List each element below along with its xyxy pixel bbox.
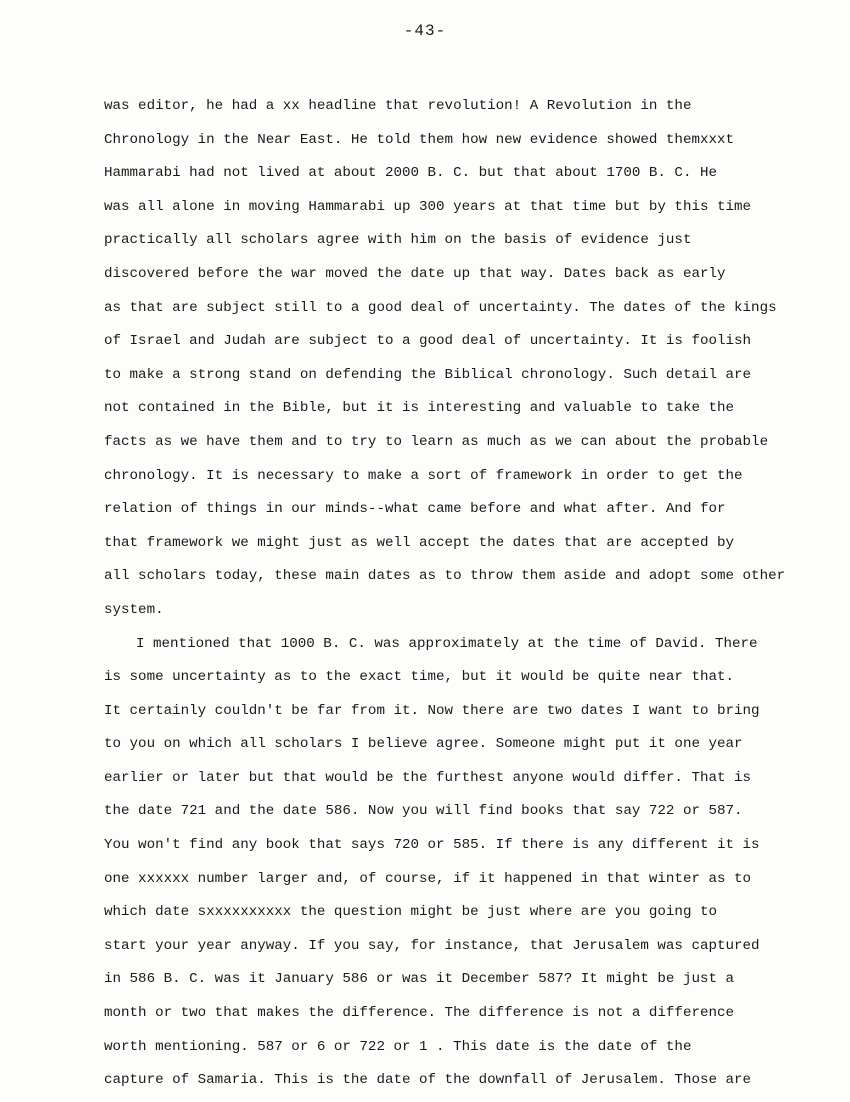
- text-line: month or two that makes the difference. The difference is not a difference: [104, 1005, 735, 1022]
- text-line: of Israel and Judah are subject to a good deal of uncertainty. It is foolish: [104, 333, 752, 350]
- text-line: is some uncertainty as to the exact time, but it would be quite near that.: [104, 669, 735, 686]
- text-line: to make a strong stand on defending the Biblical chronology. Such detail are: [104, 366, 752, 383]
- text-line: was all alone in moving Hammarabi up 300 years at that time but by this time: [104, 198, 752, 215]
- text-line: worth mentioning. 587 or 6 or 722 or 1 . This date is the date of the: [104, 1038, 692, 1055]
- text-line: system.: [104, 601, 164, 618]
- text-line: all scholars today, these main dates as to throw them aside and adopt some other: [104, 568, 786, 585]
- text-line: It certainly couldn't be far from it. Now there are two dates I want to bring: [104, 702, 760, 719]
- text-line: one xxxxxx number larger and, of course, if it happened in that winter as to: [104, 870, 752, 887]
- text-line: the date 721 and the date 586. Now you will find books that say 722 or 587.: [104, 803, 743, 820]
- text-line: Chronology in the Near East. He told them how new evidence showed themxxxt: [104, 131, 735, 148]
- text-line: that framework we might just as well accept the dates that are accepted by: [104, 534, 735, 551]
- text-line: facts as we have them and to try to learn as much as we can about the probable: [104, 433, 769, 450]
- text-line: chronology. It is necessary to make a sort of framework in order to get the: [104, 467, 743, 484]
- text-line: which date sxxxxxxxxxx the question might be just where are you going to: [104, 904, 717, 921]
- paragraph-start-line: I mentioned that 1000 B. C. was approximately at the time of David. There: [136, 635, 758, 652]
- text-line: relation of things in our minds--what came before and what after. And for: [104, 501, 726, 518]
- text-line: capture of Samaria. This is the date of the downfall of Jerusalem. Those are: [104, 1072, 752, 1089]
- text-line: as that are subject still to a good deal of uncertainty. The dates of the kings: [104, 299, 777, 316]
- text-line: was editor, he had a xx headline that revolution! A Revolution in the: [104, 98, 692, 114]
- text-line: start your year anyway. If you say, for instance, that Jerusalem was captured: [104, 937, 760, 954]
- text-line: practically all scholars agree with him on the basis of evidence just: [104, 232, 692, 249]
- text-line: Hammarabi had not lived at about 2000 B. C. but that about 1700 B. C. He: [104, 165, 717, 182]
- text-line: in 586 B. C. was it January 586 or was it December 587? It might be just a: [104, 971, 735, 988]
- page-number: -43-: [403, 22, 447, 40]
- text-line: discovered before the war moved the date up that way. Dates back as early: [104, 265, 726, 282]
- body-text: [104, 90, 804, 1098]
- text-line: earlier or later but that would be the furthest anyone would differ. That is: [104, 769, 752, 786]
- text-line: not contained in the Bible, but it is interesting and valuable to take the: [104, 400, 735, 417]
- text-line: to you on which all scholars I believe agree. Someone might put it one year: [104, 736, 743, 753]
- text-line: You won't find any book that says 720 or 585. If there is any different it is: [104, 837, 760, 854]
